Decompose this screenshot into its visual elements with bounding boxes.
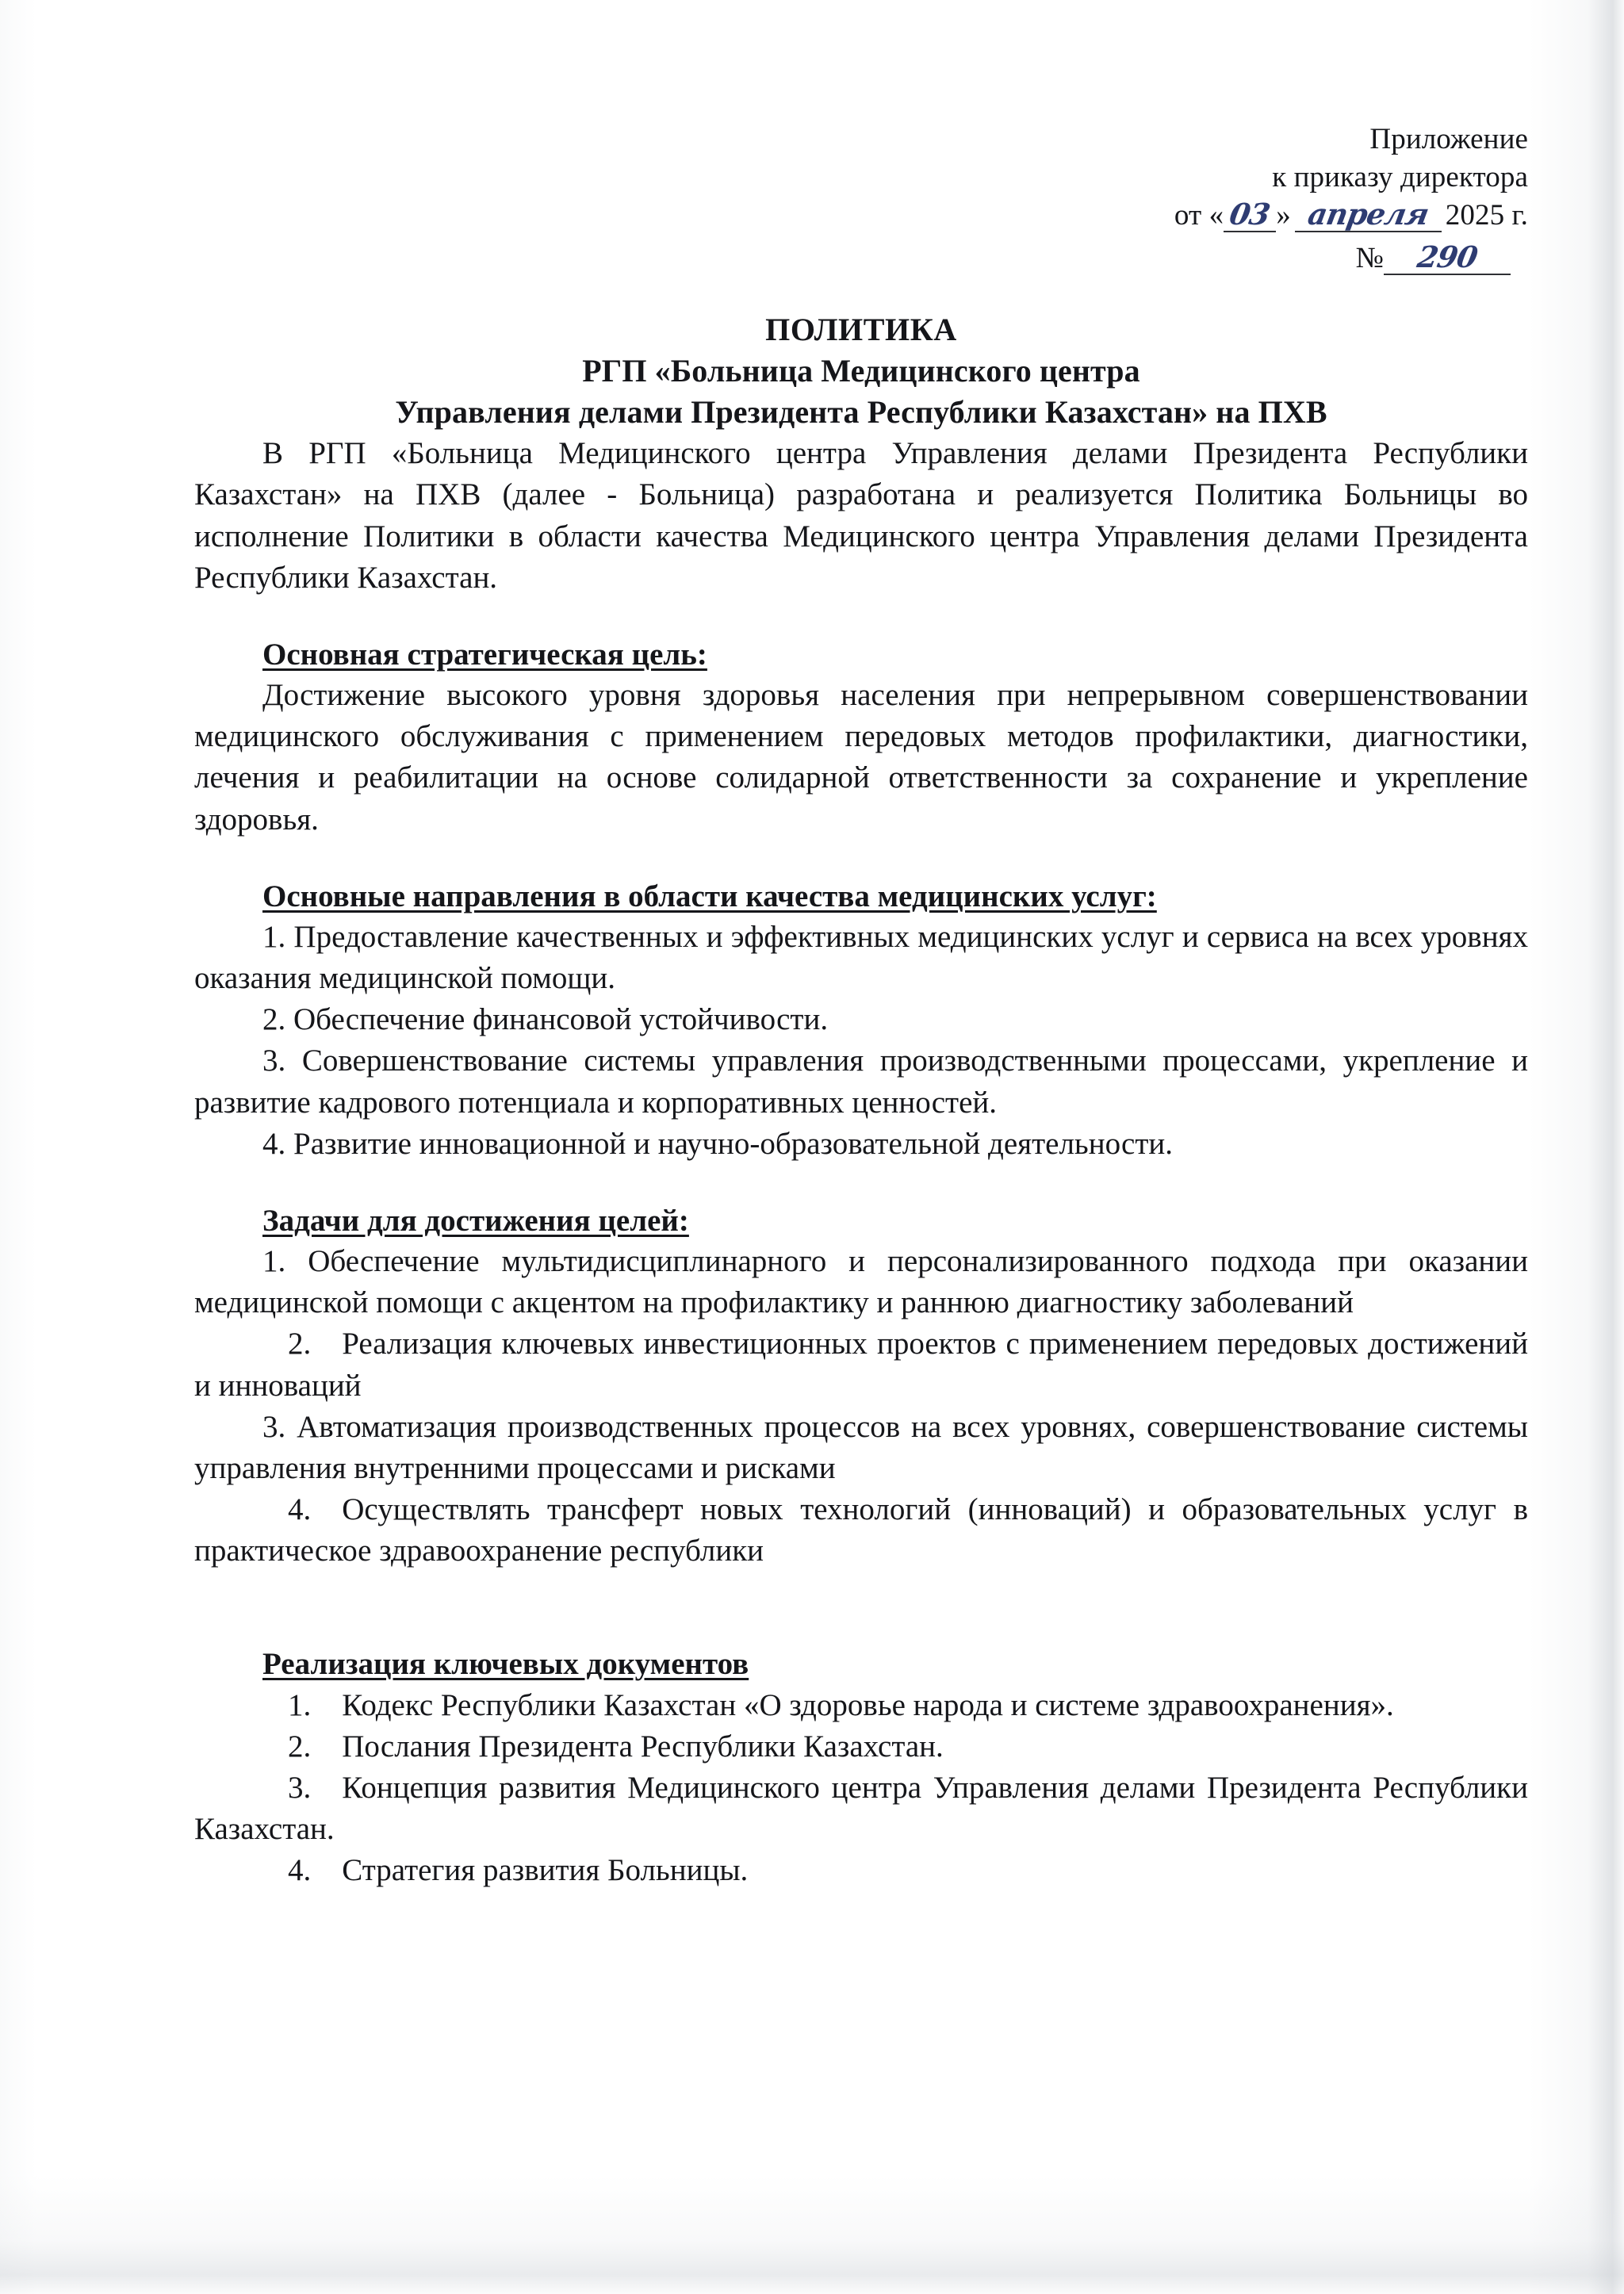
scan-edge-bottom-shadow [0,2175,1624,2294]
page-title: ПОЛИТИКА [765,312,957,348]
list-item: 3. Совершенствование системы управления производственными процессами, укрепление и развитие кадрового потенциала и корпоративных ценностей. [194,1044,1528,1120]
list-item: 2. Реализация ключевых инвестиционных проектов с применением передовых достижений и инноваций [194,1327,1528,1403]
section-heading-tasks: Задачи для достижения целей: [262,1203,689,1238]
section-body-strategic-goal: Достижение высокого уровня здоровья населения при непрерывном совершенствовании медицинского обслуживания с применением передовых методов профилактики, диагностики, лечения и реабилитации на основе солидарной ответственности за сохранение и укрепление здоровья. [194,678,1528,837]
appendix-header-block [194,121,1528,278]
list-item: 4. Развитие инновационной и научно-образовательной деятельности. [262,1126,1174,1161]
date-prefix: от « [1174,199,1224,232]
spacer [194,841,1528,877]
section-heading-quality-directions: Основные направления в области качества медицинских услуг: [262,879,1157,913]
list-item: 2. Послания Президента Республики Казахстан. [288,1729,944,1764]
appendix-label: Приложение [1369,123,1528,155]
page-subtitle-line-1: РГП «Больница Медицинского центра [582,353,1140,389]
spacer [194,1165,1528,1201]
list-item: 3. Концепция развития Медицинского центра Управления делами Президента Республики Казахстан. [194,1770,1528,1846]
list-item: 1. Кодекс Республики Казахстан «О здоровье народа и системе здравоохранения». [288,1687,1394,1722]
appendix-number-line [194,239,1528,278]
date-month-handwritten: апреля [1305,197,1431,232]
date-year: 2025 г. [1445,199,1528,232]
spacer [194,1572,1528,1645]
list-item: 3. Автоматизация производственных процессов на всех уровнях, совершенствование системы управления внутренними процессами и рисками [194,1409,1528,1485]
date-quote-close: » [1276,199,1291,232]
list-item: 1. Обеспечение мультидисциплинарного и персонализированного подхода при оказании медицинской помощи с акцентом на профилактику и раннюю диагностику заболеваний [194,1244,1528,1320]
scan-edge-left-shadow [0,0,36,2294]
list-item: 4. Стратегия развития Больницы. [288,1852,749,1887]
order-number-field [1384,239,1511,275]
list-item: 1. Предоставление качественных и эффективных медицинских услуг и сервиса на всех уровнях оказания медицинской помощи. [194,920,1528,996]
scan-edge-right-shadow [1529,0,1624,2294]
section-heading-key-documents: Реализация ключевых документов [262,1646,749,1681]
list-item: 2. Обеспечение финансовой устойчивости. [262,1002,829,1037]
date-day-handwritten: 03 [1227,197,1273,232]
page-subtitle-line-2: Управления делами Президента Республики Казахстан» на ПХВ [395,394,1327,431]
list-item: 4. Осуществлять трансферт новых технологий (инноваций) и образовательных услуг в практическое здравоохранение республики [194,1492,1528,1568]
date-day-field [1224,197,1276,232]
appendix-date-line [194,197,1528,235]
document-content [194,0,1528,1891]
document-title-block [194,309,1528,433]
date-month-field [1295,197,1442,232]
order-number-handwritten: 290 [1415,239,1480,275]
appendix-order-reference: к приказу директора [1272,161,1528,194]
section-heading-strategic-goal: Основная стратегическая цель: [262,637,707,672]
number-label: № [1355,242,1384,275]
intro-paragraph: В РГП «Больница Медицинского центра Управления делами Президента Республики Казахстан» на ПХВ (далее - Больница) разработана и реализуется Политика Больницы во исполнение Политики в области качества Медицинского центра Управления делами Президента Республики Казахстан. [194,436,1528,595]
spacer [194,599,1528,635]
